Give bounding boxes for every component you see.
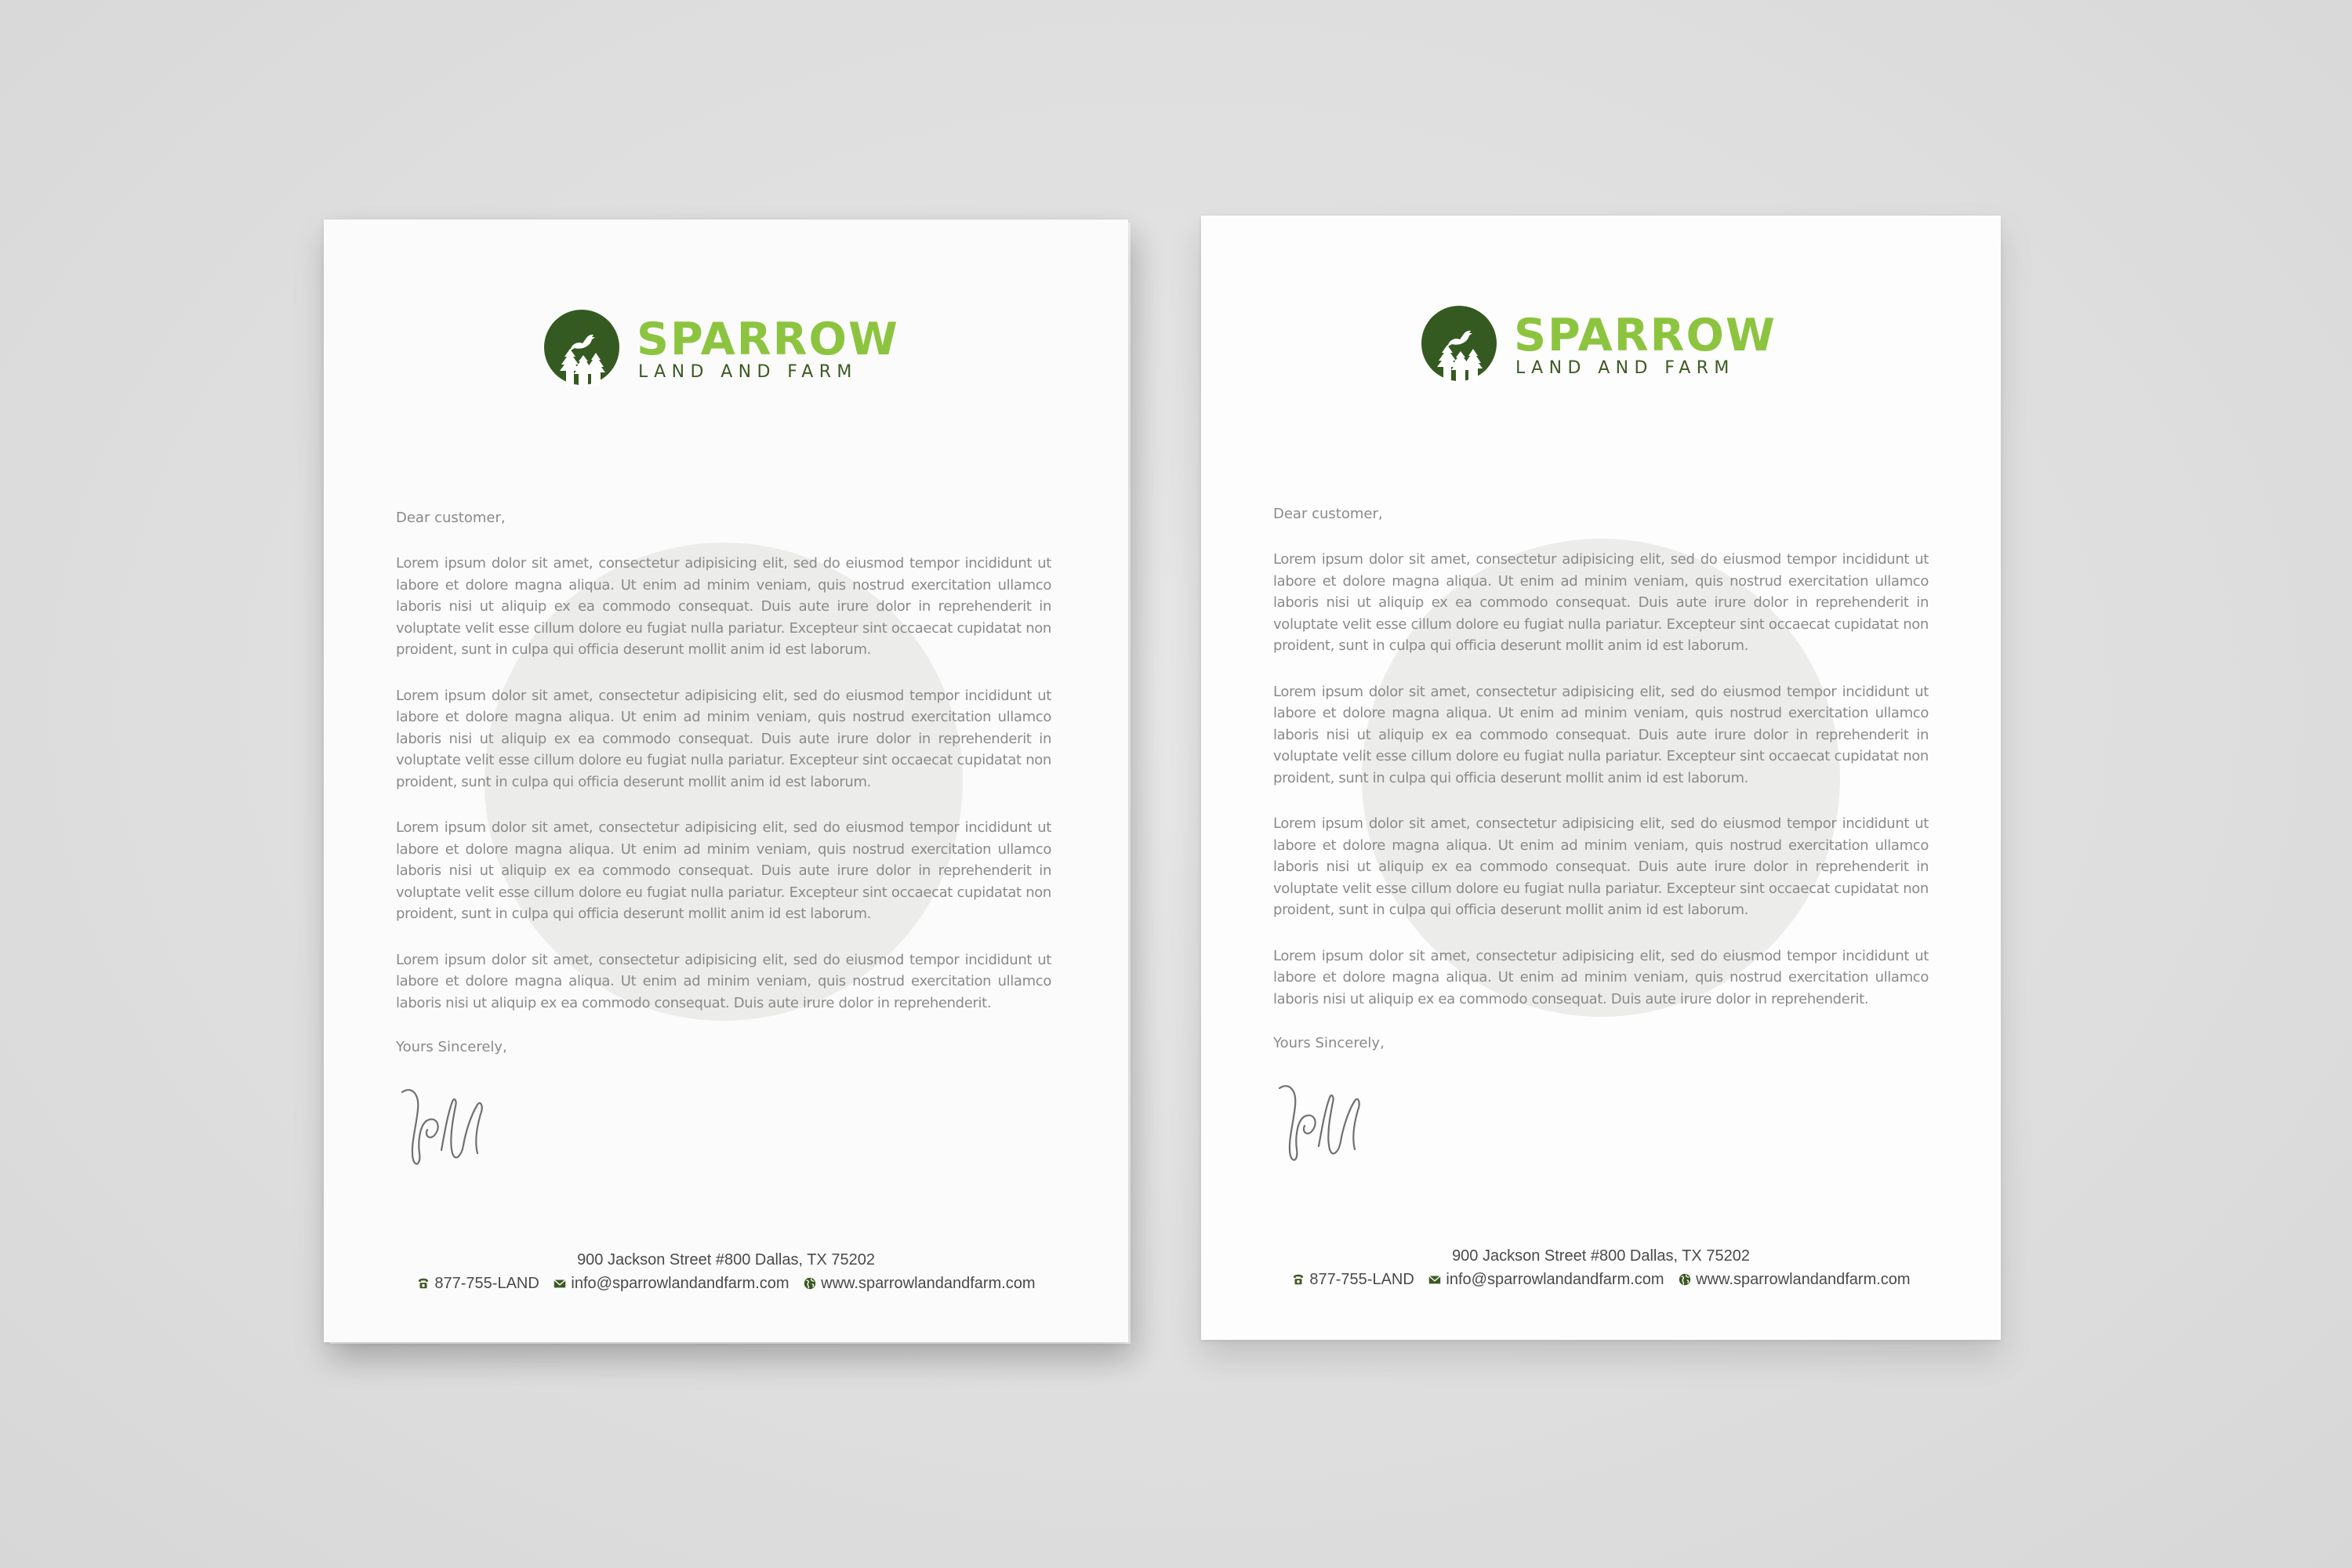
body-paragraph-4: Lorem ipsum dolor sit amet, consectetur adipisicing elit, sed do eiusmod tempor incididunt ut labore et dolore magna aliqua. Ut enim ad minim veniam, quis nostrud exercitation ullamco laboris nisi ut aliquip ex ea commodo consequat. Duis aute irure dolor in reprehenderit. — [396, 951, 1051, 1011]
letterhead-sheet-left — [324, 220, 1128, 1342]
sparrow-logo-icon — [543, 308, 621, 387]
closing: Yours Sincerely, — [1273, 1035, 1385, 1051]
body-paragraph-1: Lorem ipsum dolor sit amet, consectetur adipisicing elit, sed do eiusmod tempor incididunt ut labore et dolore magna aliqua. Ut enim ad minim veniam, quis nostrud exercitation ullamco laboris nisi ut aliquip ex ea commodo consequat. Duis aute irure dolor in reprehenderit in voluptate velit esse cillum dolore eu fugiat nulla pariatur. Excepteur sint occaecat cupidatat non proident, sunt in culpa qui officia deserunt mollit anim id est laborum. — [1273, 551, 1929, 654]
sparrow-logo-icon — [1420, 304, 1498, 383]
body-paragraph-2: Lorem ipsum dolor sit amet, consectetur adipisicing elit, sed do eiusmod tempor incididunt ut labore et dolore magna aliqua. Ut enim ad minim veniam, quis nostrud exercitation ullamco laboris nisi ut aliquip ex ea commodo consequat. Duis aute irure dolor in reprehenderit in voluptate velit esse cillum dolore eu fugiat nulla pariatur. Excepteur sint occaecat cupidatat non proident, sunt in culpa qui officia deserunt mollit anim id est laborum. — [1273, 683, 1929, 786]
phone-number: 877-755-LAND — [1309, 1271, 1414, 1288]
contact-phone — [1291, 1271, 1418, 1288]
body-paragraph-4: Lorem ipsum dolor sit amet, consectetur adipisicing elit, sed do eiusmod tempor incididunt ut labore et dolore magna aliqua. Ut enim ad minim veniam, quis nostrud exercitation ullamco laboris nisi ut aliquip ex ea commodo consequat. Duis aute irure dolor in reprehenderit. — [1273, 947, 1929, 1007]
globe-icon — [803, 1276, 817, 1290]
closing: Yours Sincerely, — [396, 1039, 507, 1055]
handwritten-signature — [396, 1078, 498, 1180]
email-address: info@sparrowlandandfarm.com — [1446, 1271, 1664, 1288]
contact-line — [324, 1272, 1128, 1294]
phone-number: 877-755-LAND — [434, 1275, 539, 1292]
body-paragraph-1: Lorem ipsum dolor sit amet, consectetur adipisicing elit, sed do eiusmod tempor incididunt ut labore et dolore magna aliqua. Ut enim ad minim veniam, quis nostrud exercitation ullamco laboris nisi ut aliquip ex ea commodo consequat. Duis aute irure dolor in reprehenderit in voluptate velit esse cillum dolore eu fugiat nulla pariatur. Excepteur sint occaecat cupidatat non proident, sunt in culpa qui officia deserunt mollit anim id est laborum. — [396, 555, 1051, 658]
body-paragraph-2: Lorem ipsum dolor sit amet, consectetur adipisicing elit, sed do eiusmod tempor incididunt ut labore et dolore magna aliqua. Ut enim ad minim veniam, quis nostrud exercitation ullamco laboris nisi ut aliquip ex ea commodo consequat. Duis aute irure dolor in reprehenderit in voluptate velit esse cillum dolore eu fugiat nulla pariatur. Excepteur sint occaecat cupidatat non proident, sunt in culpa qui officia deserunt mollit anim id est laborum. — [396, 687, 1051, 790]
contact-line — [1201, 1269, 2001, 1290]
globe-icon — [1678, 1272, 1692, 1287]
phone-icon — [1291, 1272, 1305, 1287]
brand-tagline: LAND AND FARM — [638, 362, 858, 382]
website-url: www.sparrowlandandfarm.com — [1696, 1271, 1911, 1288]
letter-body — [396, 508, 1051, 1058]
company-address: 900 Jackson Street #800 Dallas, TX 75202 — [1452, 1247, 1750, 1265]
contact-phone — [416, 1275, 543, 1292]
letter-body — [1273, 504, 1929, 1054]
handwritten-signature — [1273, 1074, 1375, 1176]
letterhead-sheet-right — [1201, 216, 2001, 1340]
salutation: Dear customer, — [1273, 506, 1383, 522]
brand-logo — [543, 308, 919, 387]
contact-website — [803, 1275, 1035, 1292]
body-paragraph-3: Lorem ipsum dolor sit amet, consectetur adipisicing elit, sed do eiusmod tempor incididunt ut labore et dolore magna aliqua. Ut enim ad minim veniam, quis nostrud exercitation ullamco laboris nisi ut aliquip ex ea commodo consequat. Duis aute irure dolor in reprehenderit in voluptate velit esse cillum dolore eu fugiat nulla pariatur. Excepteur sint occaecat cupidatat non proident, sunt in culpa qui officia deserunt mollit anim id est laborum. — [1273, 815, 1929, 918]
envelope-icon — [1428, 1272, 1442, 1287]
phone-icon — [416, 1276, 430, 1290]
contact-email — [1428, 1271, 1668, 1288]
brand-name: SPARROW — [637, 314, 899, 365]
brand-tagline: LAND AND FARM — [1515, 358, 1735, 378]
contact-website — [1678, 1271, 1910, 1288]
letterhead-footer — [324, 1249, 1128, 1294]
envelope-icon — [553, 1276, 567, 1290]
website-url: www.sparrowlandandfarm.com — [821, 1275, 1036, 1292]
salutation: Dear customer, — [396, 510, 506, 526]
contact-email — [553, 1275, 793, 1292]
company-address: 900 Jackson Street #800 Dallas, TX 75202 — [577, 1251, 875, 1269]
letterhead-footer — [1201, 1245, 2001, 1290]
brand-logo — [1420, 304, 1796, 383]
brand-name: SPARROW — [1514, 310, 1777, 361]
email-address: info@sparrowlandandfarm.com — [571, 1275, 789, 1292]
body-paragraph-3: Lorem ipsum dolor sit amet, consectetur adipisicing elit, sed do eiusmod tempor incididunt ut labore et dolore magna aliqua. Ut enim ad minim veniam, quis nostrud exercitation ullamco laboris nisi ut aliquip ex ea commodo consequat. Duis aute irure dolor in reprehenderit in voluptate velit esse cillum dolore eu fugiat nulla pariatur. Excepteur sint occaecat cupidatat non proident, sunt in culpa qui officia deserunt mollit anim id est laborum. — [396, 819, 1051, 922]
